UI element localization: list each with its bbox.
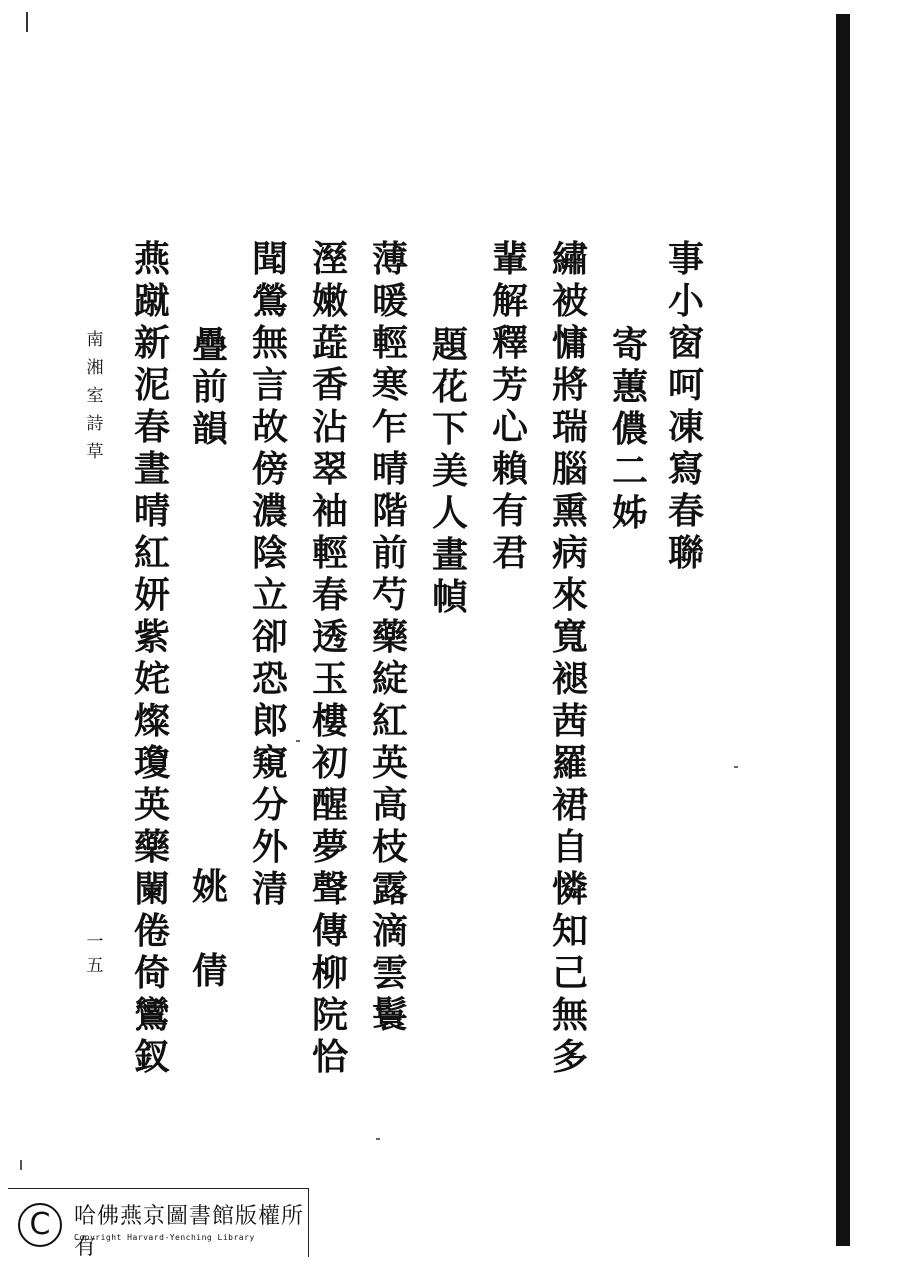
glyph: 雲	[371, 952, 408, 994]
poem-title-column	[188, 324, 232, 450]
copyright-stamp	[8, 1188, 309, 1260]
text-column	[664, 238, 708, 574]
glyph: 春	[311, 574, 348, 616]
glyph: 高	[371, 784, 408, 826]
glyph: 故	[251, 406, 288, 448]
glyph: 濃	[251, 490, 288, 532]
glyph	[188, 908, 232, 950]
glyph: 韻	[191, 408, 228, 450]
glyph: 湘	[86, 358, 104, 378]
glyph: 倩	[191, 950, 228, 992]
glyph: 聯	[667, 532, 704, 574]
glyph: 透	[311, 616, 348, 658]
glyph: 英	[133, 784, 170, 826]
glyph: 傍	[251, 448, 288, 490]
glyph: 被	[551, 280, 588, 322]
copyright-icon: C	[18, 1203, 62, 1247]
glyph: 窗	[667, 322, 704, 364]
glyph: 來	[551, 574, 588, 616]
glyph: 紅	[133, 532, 170, 574]
glyph: 畫	[431, 534, 468, 576]
glyph: 人	[431, 492, 468, 534]
glyph: 香	[311, 364, 348, 406]
glyph: 窺	[251, 742, 288, 784]
glyph: 枝	[371, 826, 408, 868]
glyph: 室	[86, 386, 104, 406]
glyph: 沾	[311, 406, 348, 448]
glyph: 芍	[371, 574, 408, 616]
glyph: 藥	[371, 616, 408, 658]
glyph: 釵	[133, 1036, 170, 1078]
glyph: 寒	[371, 364, 408, 406]
glyph: 無	[551, 994, 588, 1036]
glyph: 將	[551, 364, 588, 406]
glyph: 裙	[551, 784, 588, 826]
glyph: 繡	[551, 238, 588, 280]
author-name-column	[188, 866, 232, 992]
glyph: 言	[251, 364, 288, 406]
glyph: 溼	[311, 238, 348, 280]
glyph: 解	[491, 280, 528, 322]
glyph: 立	[251, 574, 288, 616]
scan-speck	[734, 766, 738, 768]
glyph: 寬	[551, 616, 588, 658]
glyph: 鶯	[251, 280, 288, 322]
poem-title-column	[428, 324, 472, 618]
glyph: 蕙	[611, 366, 648, 408]
copyright-english: Copyright Harvard-Yenching Library	[74, 1233, 255, 1242]
glyph: 熏	[551, 490, 588, 532]
glyph: 聲	[311, 868, 348, 910]
glyph: 藥	[133, 826, 170, 868]
glyph: 二	[611, 450, 648, 492]
text-column	[248, 238, 292, 910]
glyph: 寫	[667, 448, 704, 490]
glyph: 幀	[431, 576, 468, 618]
glyph: 暖	[371, 280, 408, 322]
glyph: 分	[251, 784, 288, 826]
glyph: 輕	[371, 322, 408, 364]
glyph: 玉	[311, 658, 348, 700]
glyph: 凍	[667, 406, 704, 448]
glyph: 腦	[551, 448, 588, 490]
text-column	[488, 238, 532, 574]
glyph: 聞	[251, 238, 288, 280]
glyph: 薄	[371, 238, 408, 280]
glyph: 乍	[371, 406, 408, 448]
glyph: 紅	[371, 700, 408, 742]
glyph: 醒	[311, 784, 348, 826]
glyph: 小	[667, 280, 704, 322]
glyph: 露	[371, 868, 408, 910]
glyph: 病	[551, 532, 588, 574]
glyph: 泥	[133, 364, 170, 406]
glyph: 憐	[551, 868, 588, 910]
glyph: 五	[86, 956, 104, 976]
glyph: 外	[251, 826, 288, 868]
glyph: 呵	[667, 364, 704, 406]
glyph: 己	[551, 952, 588, 994]
glyph: 柳	[311, 952, 348, 994]
glyph: 院	[311, 994, 348, 1036]
glyph: 闌	[133, 868, 170, 910]
book-title-margin	[84, 326, 106, 466]
glyph: 自	[551, 826, 588, 868]
glyph: 倚	[133, 952, 170, 994]
glyph: 春	[667, 490, 704, 532]
glyph: 瑞	[551, 406, 588, 448]
glyph: 下	[431, 408, 468, 450]
glyph: 輕	[311, 532, 348, 574]
glyph: 倦	[133, 910, 170, 952]
glyph: 前	[191, 366, 228, 408]
glyph: 花	[431, 366, 468, 408]
glyph: 嫩	[311, 280, 348, 322]
page-number	[84, 930, 106, 978]
page-edge-mark	[26, 12, 28, 32]
glyph: 前	[371, 532, 408, 574]
glyph: 多	[551, 1036, 588, 1078]
glyph: 紫	[133, 616, 170, 658]
page-edge-shadow	[836, 14, 850, 1246]
glyph: 滴	[371, 910, 408, 952]
text-column	[368, 238, 412, 1036]
glyph: 翠	[311, 448, 348, 490]
glyph: 茜	[551, 700, 588, 742]
glyph: 恰	[311, 1036, 348, 1078]
glyph: 卻	[251, 616, 288, 658]
glyph: 綻	[371, 658, 408, 700]
glyph: 慵	[551, 322, 588, 364]
glyph: 一	[86, 932, 104, 952]
glyph: 疊	[191, 324, 228, 366]
glyph: 寄	[611, 324, 648, 366]
glyph: 階	[371, 490, 408, 532]
glyph: 英	[371, 742, 408, 784]
glyph: 姊	[611, 492, 648, 534]
glyph: 傳	[311, 910, 348, 952]
glyph: 晴	[371, 448, 408, 490]
glyph: 蕋	[311, 322, 348, 364]
glyph: 心	[491, 406, 528, 448]
glyph: 郎	[251, 700, 288, 742]
text-column	[308, 238, 352, 1078]
scan-speck	[296, 740, 300, 742]
glyph: 南	[86, 330, 104, 350]
glyph: 春	[133, 406, 170, 448]
scan-speck	[376, 1138, 380, 1140]
glyph: 新	[133, 322, 170, 364]
glyph: 樓	[311, 700, 348, 742]
glyph: 晴	[133, 490, 170, 532]
glyph: 芳	[491, 364, 528, 406]
glyph: 題	[431, 324, 468, 366]
glyph: 清	[251, 868, 288, 910]
glyph: 君	[491, 532, 528, 574]
page-edge-mark	[20, 1160, 22, 1170]
glyph: 美	[431, 450, 468, 492]
glyph: 初	[311, 742, 348, 784]
glyph: 詩	[86, 414, 104, 434]
glyph: 燦	[133, 700, 170, 742]
glyph: 輩	[491, 238, 528, 280]
glyph: 晝	[133, 448, 170, 490]
text-column	[548, 238, 592, 1078]
glyph: 袖	[311, 490, 348, 532]
glyph: 草	[86, 442, 104, 462]
glyph: 無	[251, 322, 288, 364]
glyph: 賴	[491, 448, 528, 490]
glyph: 夢	[311, 826, 348, 868]
glyph: 瓊	[133, 742, 170, 784]
glyph: 燕	[133, 238, 170, 280]
glyph: 蹴	[133, 280, 170, 322]
glyph: 陰	[251, 532, 288, 574]
glyph: 事	[667, 238, 704, 280]
glyph: 褪	[551, 658, 588, 700]
glyph: 儂	[611, 408, 648, 450]
glyph: 釋	[491, 322, 528, 364]
glyph: 妍	[133, 574, 170, 616]
glyph: 鬟	[371, 994, 408, 1036]
text-column	[130, 238, 174, 1078]
glyph: 鸞	[133, 994, 170, 1036]
glyph: 恐	[251, 658, 288, 700]
poem-title-column	[608, 324, 652, 534]
glyph: 羅	[551, 742, 588, 784]
glyph: 姚	[191, 866, 228, 908]
glyph: 知	[551, 910, 588, 952]
glyph: 有	[491, 490, 528, 532]
glyph: 姹	[133, 658, 170, 700]
copyright-chinese: 哈佛燕京圖書館版權所有	[74, 1204, 305, 1260]
